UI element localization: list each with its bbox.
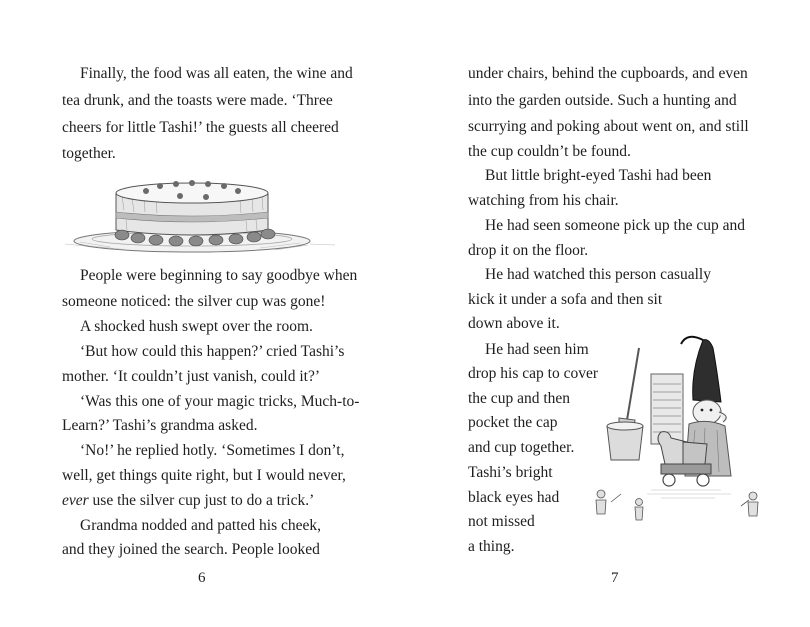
page-number: 6: [198, 570, 206, 586]
text-line: ‘No!’ he replied hotly. ‘Sometimes I don’t,: [80, 442, 345, 459]
text-span: use the silver cup just to do a trick.’: [88, 492, 315, 509]
page-number: 7: [611, 570, 619, 586]
text-line: mother. ‘It couldn’t just vanish, could it?’: [62, 368, 321, 385]
text-line: Tashi’s bright: [468, 464, 553, 481]
text-line: and cup together.: [468, 439, 575, 456]
emphasis-ever: ever: [62, 492, 89, 509]
text-line: someone noticed: the silver cup was gone!: [62, 293, 326, 310]
text-line: kick it under a sofa and then sit: [468, 291, 663, 308]
text-line: Grandma nodded and patted his cheek,: [80, 517, 322, 534]
text-line: ‘But how could this happen?’ cried Tashi’s: [80, 343, 345, 360]
text-line: A shocked hush swept over the room.: [80, 318, 313, 335]
text-line: tea drunk, and the toasts were made. ‘Three: [62, 92, 333, 109]
text-line: [62, 491, 314, 511]
text-line: But little bright-eyed Tashi had been: [485, 167, 712, 184]
text-line: Finally, the food was all eaten, the wine and: [80, 65, 353, 82]
text-line: into the garden outside. Such a hunting and: [468, 92, 737, 109]
text-line: well, get things quite right, but I would never,: [62, 467, 346, 484]
text-line: a thing.: [468, 538, 515, 555]
text-line: together.: [62, 145, 116, 162]
text-line: pocket the cap: [468, 414, 558, 431]
text-line: ‘Was this one of your magic tricks, Much-to-: [80, 393, 360, 410]
text-line: People were beginning to say goodbye when: [80, 267, 358, 284]
text-line: under chairs, behind the cupboards, and even: [468, 65, 748, 82]
tashi-grandson-illustration: [591, 330, 771, 530]
text-line: He had seen someone pick up the cup and: [485, 217, 745, 234]
text-line: drop his cap to cover: [468, 365, 598, 382]
text-line: watching from his chair.: [468, 192, 619, 209]
text-line: the cup couldn’t be found.: [468, 143, 631, 160]
text-line: He had seen him: [485, 341, 589, 358]
text-line: He had watched this person casually: [485, 266, 711, 283]
text-line: black eyes had: [468, 489, 560, 506]
text-line: cheers for little Tashi!’ the guests all cheered: [62, 119, 339, 136]
text-line: Learn?’ Tashi’s grandma asked.: [62, 417, 258, 434]
text-line: down above it.: [468, 315, 560, 332]
text-line: the cup and then: [468, 390, 571, 407]
right-page: [405, 0, 810, 627]
cake-illustration: [60, 172, 340, 258]
text-line: not missed: [468, 513, 535, 530]
text-line: and they joined the search. People looked: [62, 541, 320, 558]
text-line: drop it on the floor.: [468, 242, 589, 259]
text-line: scurrying and poking about went on, and still: [468, 118, 749, 135]
